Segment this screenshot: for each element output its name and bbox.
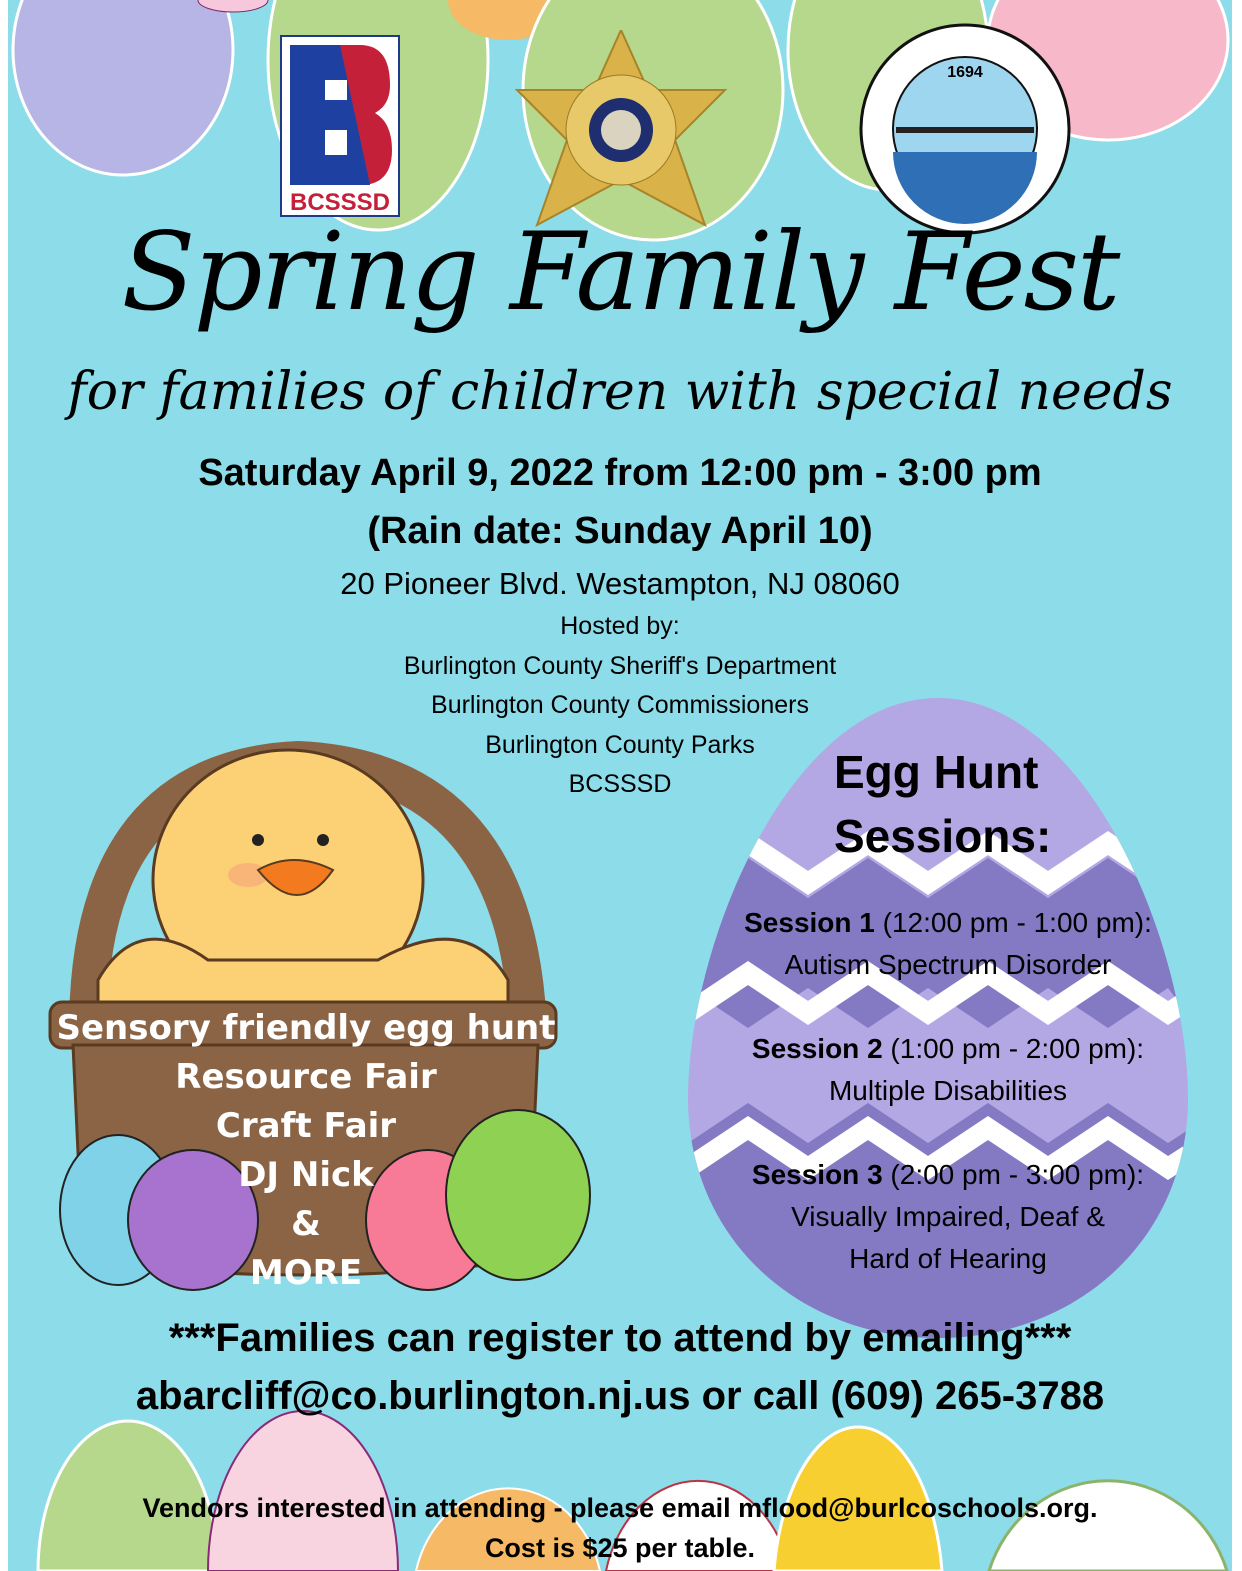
registration-line: ***Families can register to attend by emailing*** — [168, 1316, 1072, 1360]
activity: DJ Nick — [238, 1155, 374, 1195]
host: BCSSSD — [568, 770, 672, 798]
vendor-info — [8, 1488, 1232, 1568]
egg-hunt-title — [788, 740, 1108, 868]
session-2 — [698, 1028, 1198, 1112]
session-time: (12:00 pm - 1:00 pm): — [874, 907, 1152, 938]
session-3 — [751, 1154, 1145, 1280]
host: Burlington County Sheriff's Department — [403, 651, 837, 680]
activity: Resource Fair — [175, 1057, 437, 1097]
egg-hunt-title-line: Egg Hunt — [834, 746, 1039, 798]
activity: MORE — [249, 1253, 363, 1293]
svg-text:BCSSSD: BCSSSD — [289, 189, 391, 216]
session-group: Multiple Disabilities — [828, 1075, 1068, 1106]
county-seal-logo — [858, 22, 1073, 237]
flyer — [8, 0, 1232, 1571]
vendor-cost-line: Cost is $25 per table. — [484, 1533, 756, 1563]
event-date: Saturday April 9, 2022 from 12:00 pm - 3:00 pm — [198, 452, 1042, 494]
session-time: (2:00 pm - 3:00 pm): — [882, 1159, 1145, 1190]
host: Burlington County Parks — [485, 730, 755, 759]
host: Burlington County Commissioners — [431, 691, 809, 719]
vendor-email-line: Vendors interested in attending - please email mflood@burlcoschools.org. — [142, 1493, 1098, 1523]
session-group: Visually Impaired, Deaf & Hard of Hearing — [791, 1201, 1105, 1274]
session-group: Autism Spectrum Disorder — [784, 949, 1112, 980]
session-name: Session 2 — [751, 1033, 883, 1064]
hosted-by-label: Hosted by: — [560, 612, 680, 640]
session-time: (1:00 pm - 2:00 pm): — [882, 1033, 1145, 1064]
svg-text:1694: 1694 — [947, 64, 983, 81]
registration-contact: abarcliff@co.burlington.nj.us or call (609) 265-3788 — [135, 1374, 1105, 1418]
event-address: 20 Pioneer Blvd. Westampton, NJ 08060 — [340, 566, 900, 601]
rain-date: (Rain date: Sunday April 10) — [367, 510, 873, 552]
session-name: Session 3 — [751, 1159, 883, 1190]
activity: & — [291, 1204, 321, 1244]
event-title: Spring Family Fest — [121, 210, 1119, 335]
session-name: Session 1 — [744, 907, 875, 938]
activities-list — [56, 1004, 556, 1298]
activity: Craft Fair — [215, 1106, 397, 1146]
egg-hunt-title-line: Sessions: — [834, 810, 1052, 862]
bcsssd-logo — [280, 35, 402, 220]
sheriff-badge-logo — [510, 30, 732, 230]
activity: Sensory friendly egg hunt — [56, 1008, 556, 1048]
event-subtitle: for families of children with special needs — [67, 362, 1173, 422]
session-1 — [698, 902, 1198, 986]
